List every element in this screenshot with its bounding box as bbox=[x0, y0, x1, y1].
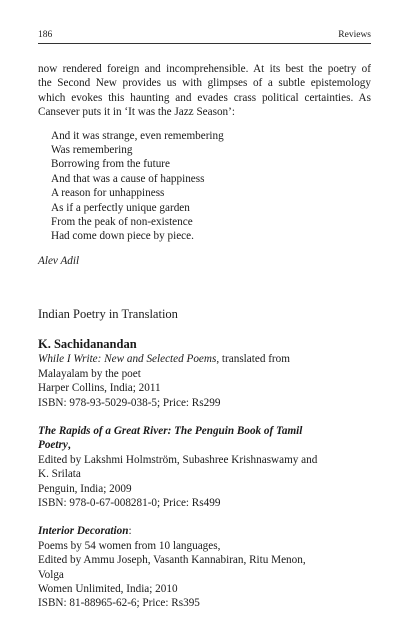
poem-line: And it was strange, even remembering bbox=[51, 129, 224, 142]
poem-line: And that was a cause of happiness bbox=[51, 172, 205, 185]
poem-line: A reason for unhappiness bbox=[51, 187, 165, 200]
entry-title: The Rapids of a Great River: The Penguin Book of Tamil bbox=[38, 424, 303, 437]
entry-editors: Edited by Ammu Joseph, Vasanth Kannabiran, Ritu Menon, bbox=[38, 554, 306, 567]
entry-editors-cont: Volga bbox=[38, 568, 64, 581]
entry-title-comma: , bbox=[67, 439, 71, 452]
poem-line: From the peak of non-existence bbox=[51, 216, 193, 229]
intro-paragraph bbox=[38, 62, 371, 120]
poem-line: Had come down piece by piece. bbox=[51, 230, 194, 243]
entry-publisher: Women Unlimited, India; 2010 bbox=[38, 582, 178, 595]
entry-isbn: ISBN: 978-93-5029-038-5; Price: Rs299 bbox=[38, 396, 221, 409]
entry-author: K. Sachidanandan bbox=[38, 337, 137, 352]
entry-publisher: Harper Collins, India; 2011 bbox=[38, 382, 161, 395]
book-entry-3 bbox=[38, 524, 371, 610]
entry-title-cont: Poetry bbox=[38, 439, 68, 452]
entry-detail: Malayalam by the poet bbox=[38, 367, 141, 380]
entry-title-suffix: , translated from bbox=[216, 353, 290, 366]
entry-title-colon: : bbox=[128, 525, 132, 538]
entry-title-line bbox=[38, 352, 371, 366]
entry-detail: Poems by 54 women from 10 languages, bbox=[38, 539, 221, 552]
paragraph-line: Cansever puts it in ‘It was the Jazz Season’: bbox=[38, 106, 235, 119]
book-entry-2 bbox=[38, 424, 371, 510]
poem-quote bbox=[51, 129, 371, 244]
entry-title-line bbox=[38, 438, 371, 452]
paragraph-line: which evokes this haunting and evades crass political certainties. As bbox=[38, 91, 371, 104]
page-number: 186 bbox=[38, 30, 53, 40]
entry-isbn: ISBN: 81-88965-62-6; Price: Rs395 bbox=[38, 597, 200, 610]
poem-line: As if a perfectly unique garden bbox=[51, 201, 190, 214]
entry-isbn: ISBN: 978-0-67-008281-0; Price: Rs499 bbox=[38, 496, 221, 509]
poem-line: Borrowing from the future bbox=[51, 158, 170, 171]
poem-line: Was remembering bbox=[51, 144, 133, 157]
entry-editors: Edited by Lakshmi Holmström, Subashree Krishnaswamy and bbox=[38, 453, 318, 466]
paragraph-line: the Second New provides us with glimpses of a subtle epistemology bbox=[38, 77, 371, 90]
entry-editors-cont: K. Srilata bbox=[38, 468, 81, 481]
running-header bbox=[38, 27, 371, 44]
reviewer-signature: Alev Adil bbox=[38, 254, 80, 267]
entry-publisher: Penguin, India; 2009 bbox=[38, 482, 132, 495]
page-content bbox=[38, 62, 371, 611]
book-entry-1 bbox=[38, 336, 371, 410]
entry-title: Interior Decoration bbox=[38, 525, 129, 538]
section-title: Indian Poetry in Translation bbox=[38, 307, 178, 322]
entry-title: While I Write: New and Selected Poems bbox=[38, 353, 217, 366]
entry-title-line bbox=[38, 524, 371, 538]
paragraph-line: now rendered foreign and incomprehensible. At its best the poetry of bbox=[38, 63, 371, 75]
running-title: Reviews bbox=[338, 30, 371, 40]
